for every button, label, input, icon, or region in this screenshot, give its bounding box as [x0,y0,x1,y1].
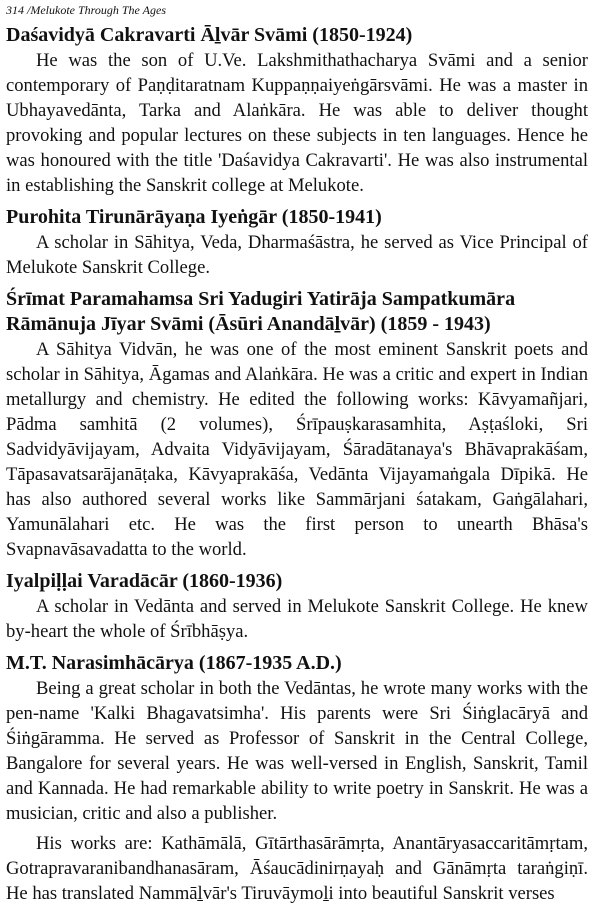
entry-iyalpillai [6,569,588,644]
entry-paragraph: A Sāhitya Vidvān, he was one of the most eminent Sanskrit poets and scholar in Sāhitya, Āgamas and Alaṅkāra. He was a critic and expert in Indian metallurgy and chemistry. He edited the following works: Kāvyamañjari, Pādma samhitā (2 volumes), Śrīpauṣkarasamhita, Aṣṭaśloki, Sri Sadvidyāvijayam, Advaita Vidyāvijayam, Śāradātanaya's Bhāvaprakāśam, Tāpasavatsarājanāṭaka, Kāvyaprakāśa, Vedānta Vijayamaṅgala Dīpikā. He has also authored several works like Sammārjani śatakam, Gaṅgālahari, Yamunālahari etc. He was the first person to unearth Bhāsa's Svapnavāsavadatta to the world. [6,339,588,560]
entry-paragraph: A scholar in Vedānta and served in Melukote Sanskrit College. He knew by-heart the whole of Śrībhāṣya. [6,596,588,642]
entry-heading: Purohita Tirunārāyaṇa Iyeṅgār (1850-1941) [6,206,382,228]
entry-heading: M.T. Narasimhācārya (1867-1935 A.D.) [6,652,342,674]
entry-narasimhacarya [6,651,588,906]
running-head: 314 /Melukote Through The Ages [6,3,166,17]
entry-srimat [6,287,588,562]
entry-paragraph: His works are: Kathāmālā, Gītārthasārāmṛta, Anantāryasaccaritāmṛtam, Gotrapravaranibandhanasāram, Āśaucādinirṇayaḥ and Gānāmṛta taraṅgiṇī. He has translated Nammāḻvār's Tiruvāymoḻi into beautiful Sanskrit verses [6,833,588,904]
entry-heading: Śrīmat Paramahamsa Sri Yadugiri Yatirāja Sampatkumāra Rāmānuja Jīyar Svāmi (Āsūri Anandāḻvār) (1859 - 1943) [6,288,516,335]
entry-paragraph: He was the son of U.Ve. Lakshmithathacharya Svāmi and a senior contemporary of Paṇḍitaratnam Kuppaṇṇaiyeṅgārsvāmi. He was a master in Ubhayavedānta, Tarka and Alaṅkāra. He was able to deliver thought provoking and popular lectures on these subjects in ten languages. Hence he was honoured with the title 'Daśavidya Cakravarti'. He was also instrumental in establishing the Sanskrit college at Melukote. [6,50,588,196]
entry-purohita [6,205,588,280]
entry-paragraph: Being a great scholar in both the Vedāntas, he wrote many works with the pen-name 'Kalki Bhagavatsimha'. His parents were Sri Śiṅglacāryā and Śiṅgāramma. He served as Professor of Sanskrit in the Central College, Bangalore for several years. He was well-versed in English, Sanskrit, Tamil and Kannada. He had remarkable ability to write poetry in Sanskrit. He was a musician, critic and also a publisher. [6,678,588,824]
entry-paragraph: A scholar in Sāhitya, Veda, Dharmaśāstra, he served as Vice Principal of Melukote Sanskrit College. [6,232,588,278]
entry-heading: Iyalpiḷḷai Varadācār (1860-1936) [6,570,283,592]
entry-heading: Daśavidyā Cakravarti Āḻvār Svāmi (1850-1924) [6,24,413,46]
entry-dasavidya [6,23,588,198]
